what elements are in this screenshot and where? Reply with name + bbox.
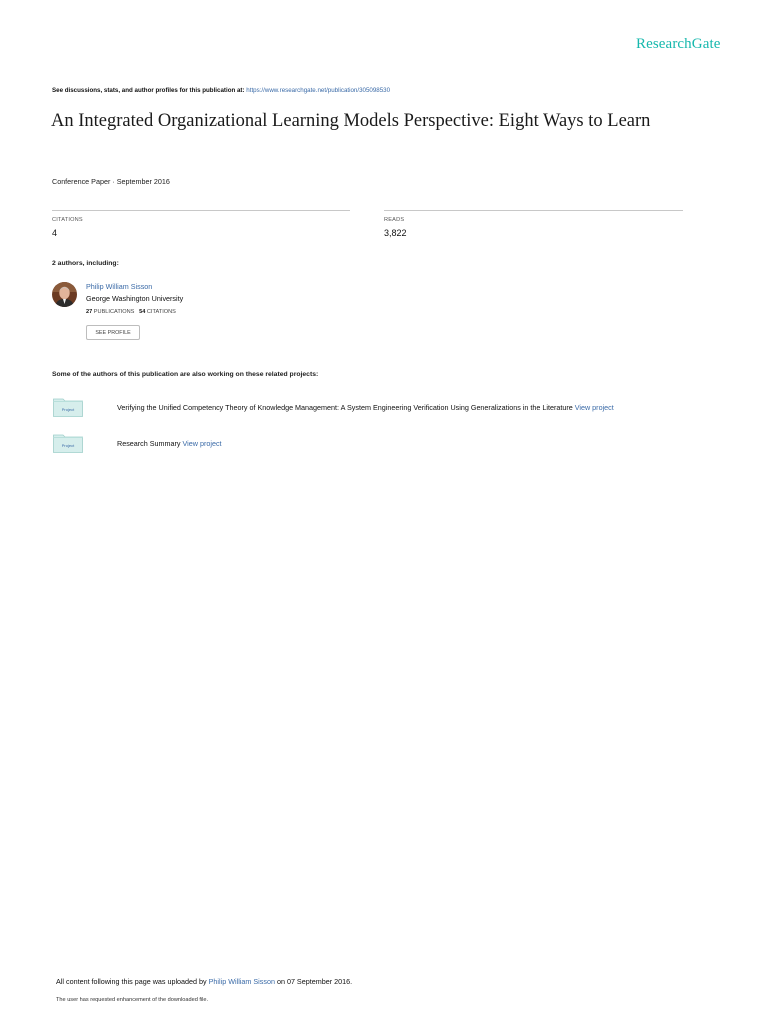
- publication-type-date: Conference Paper · September 2016: [52, 177, 170, 186]
- author-avatar[interactable]: [52, 282, 77, 307]
- view-project-link[interactable]: View project: [574, 403, 614, 412]
- author-publications-label: PUBLICATIONS: [93, 309, 135, 315]
- projects-heading: Some of the authors of this publication are also working on these related projects:: [52, 371, 319, 378]
- upload-notice: [56, 977, 352, 986]
- intro-line: [52, 87, 390, 94]
- publication-url-link[interactable]: https://www.researchgate.net/publication/305098530: [246, 87, 391, 94]
- researchgate-logo[interactable]: ResearchGate: [636, 36, 721, 52]
- uploader-link[interactable]: Philip William Sisson: [208, 977, 275, 986]
- author-citations-label: CITATIONS: [146, 309, 176, 315]
- reads-value: 3,822: [384, 228, 407, 238]
- project-title: Research Summary: [117, 439, 181, 448]
- project-item: [117, 439, 222, 448]
- project-folder-icon: [53, 397, 83, 417]
- project-icon-label: Project: [61, 443, 75, 448]
- upload-prefix: All content following this page was uploaded by: [56, 977, 207, 986]
- author-portrait-icon: [52, 282, 77, 307]
- reads-label: READS: [384, 217, 405, 223]
- upload-suffix: on 07 September 2016.: [276, 977, 353, 986]
- enhancement-note: The user has requested enhancement of the downloaded file.: [56, 997, 209, 1003]
- intro-prefix: See discussions, stats, and author profiles for this publication at:: [52, 87, 245, 94]
- divider-reads: [384, 210, 683, 211]
- authors-heading: 2 authors, including:: [52, 260, 119, 267]
- author-name-link[interactable]: Philip William Sisson: [86, 282, 153, 291]
- author-stats: [86, 309, 176, 315]
- see-profile-button[interactable]: SEE PROFILE: [86, 325, 140, 340]
- view-project-link[interactable]: View project: [182, 439, 222, 448]
- divider-citations: [52, 210, 350, 211]
- author-institution: George Washington University: [86, 294, 184, 303]
- citations-label: CITATIONS: [52, 217, 83, 223]
- project-icon-label: Project: [61, 407, 75, 412]
- citations-value: 4: [52, 228, 58, 238]
- publication-title: An Integrated Organizational Learning Models Perspective: Eight Ways to Learn: [51, 111, 651, 131]
- author-citations-count: 54: [139, 309, 146, 315]
- project-title: Verifying the Unified Competency Theory of Knowledge Management: A System Engineering Verification Using Generalizations in the Literature: [117, 403, 573, 412]
- project-folder-icon: [53, 433, 83, 453]
- author-publications-count: 27: [86, 309, 93, 315]
- project-item: [117, 403, 614, 412]
